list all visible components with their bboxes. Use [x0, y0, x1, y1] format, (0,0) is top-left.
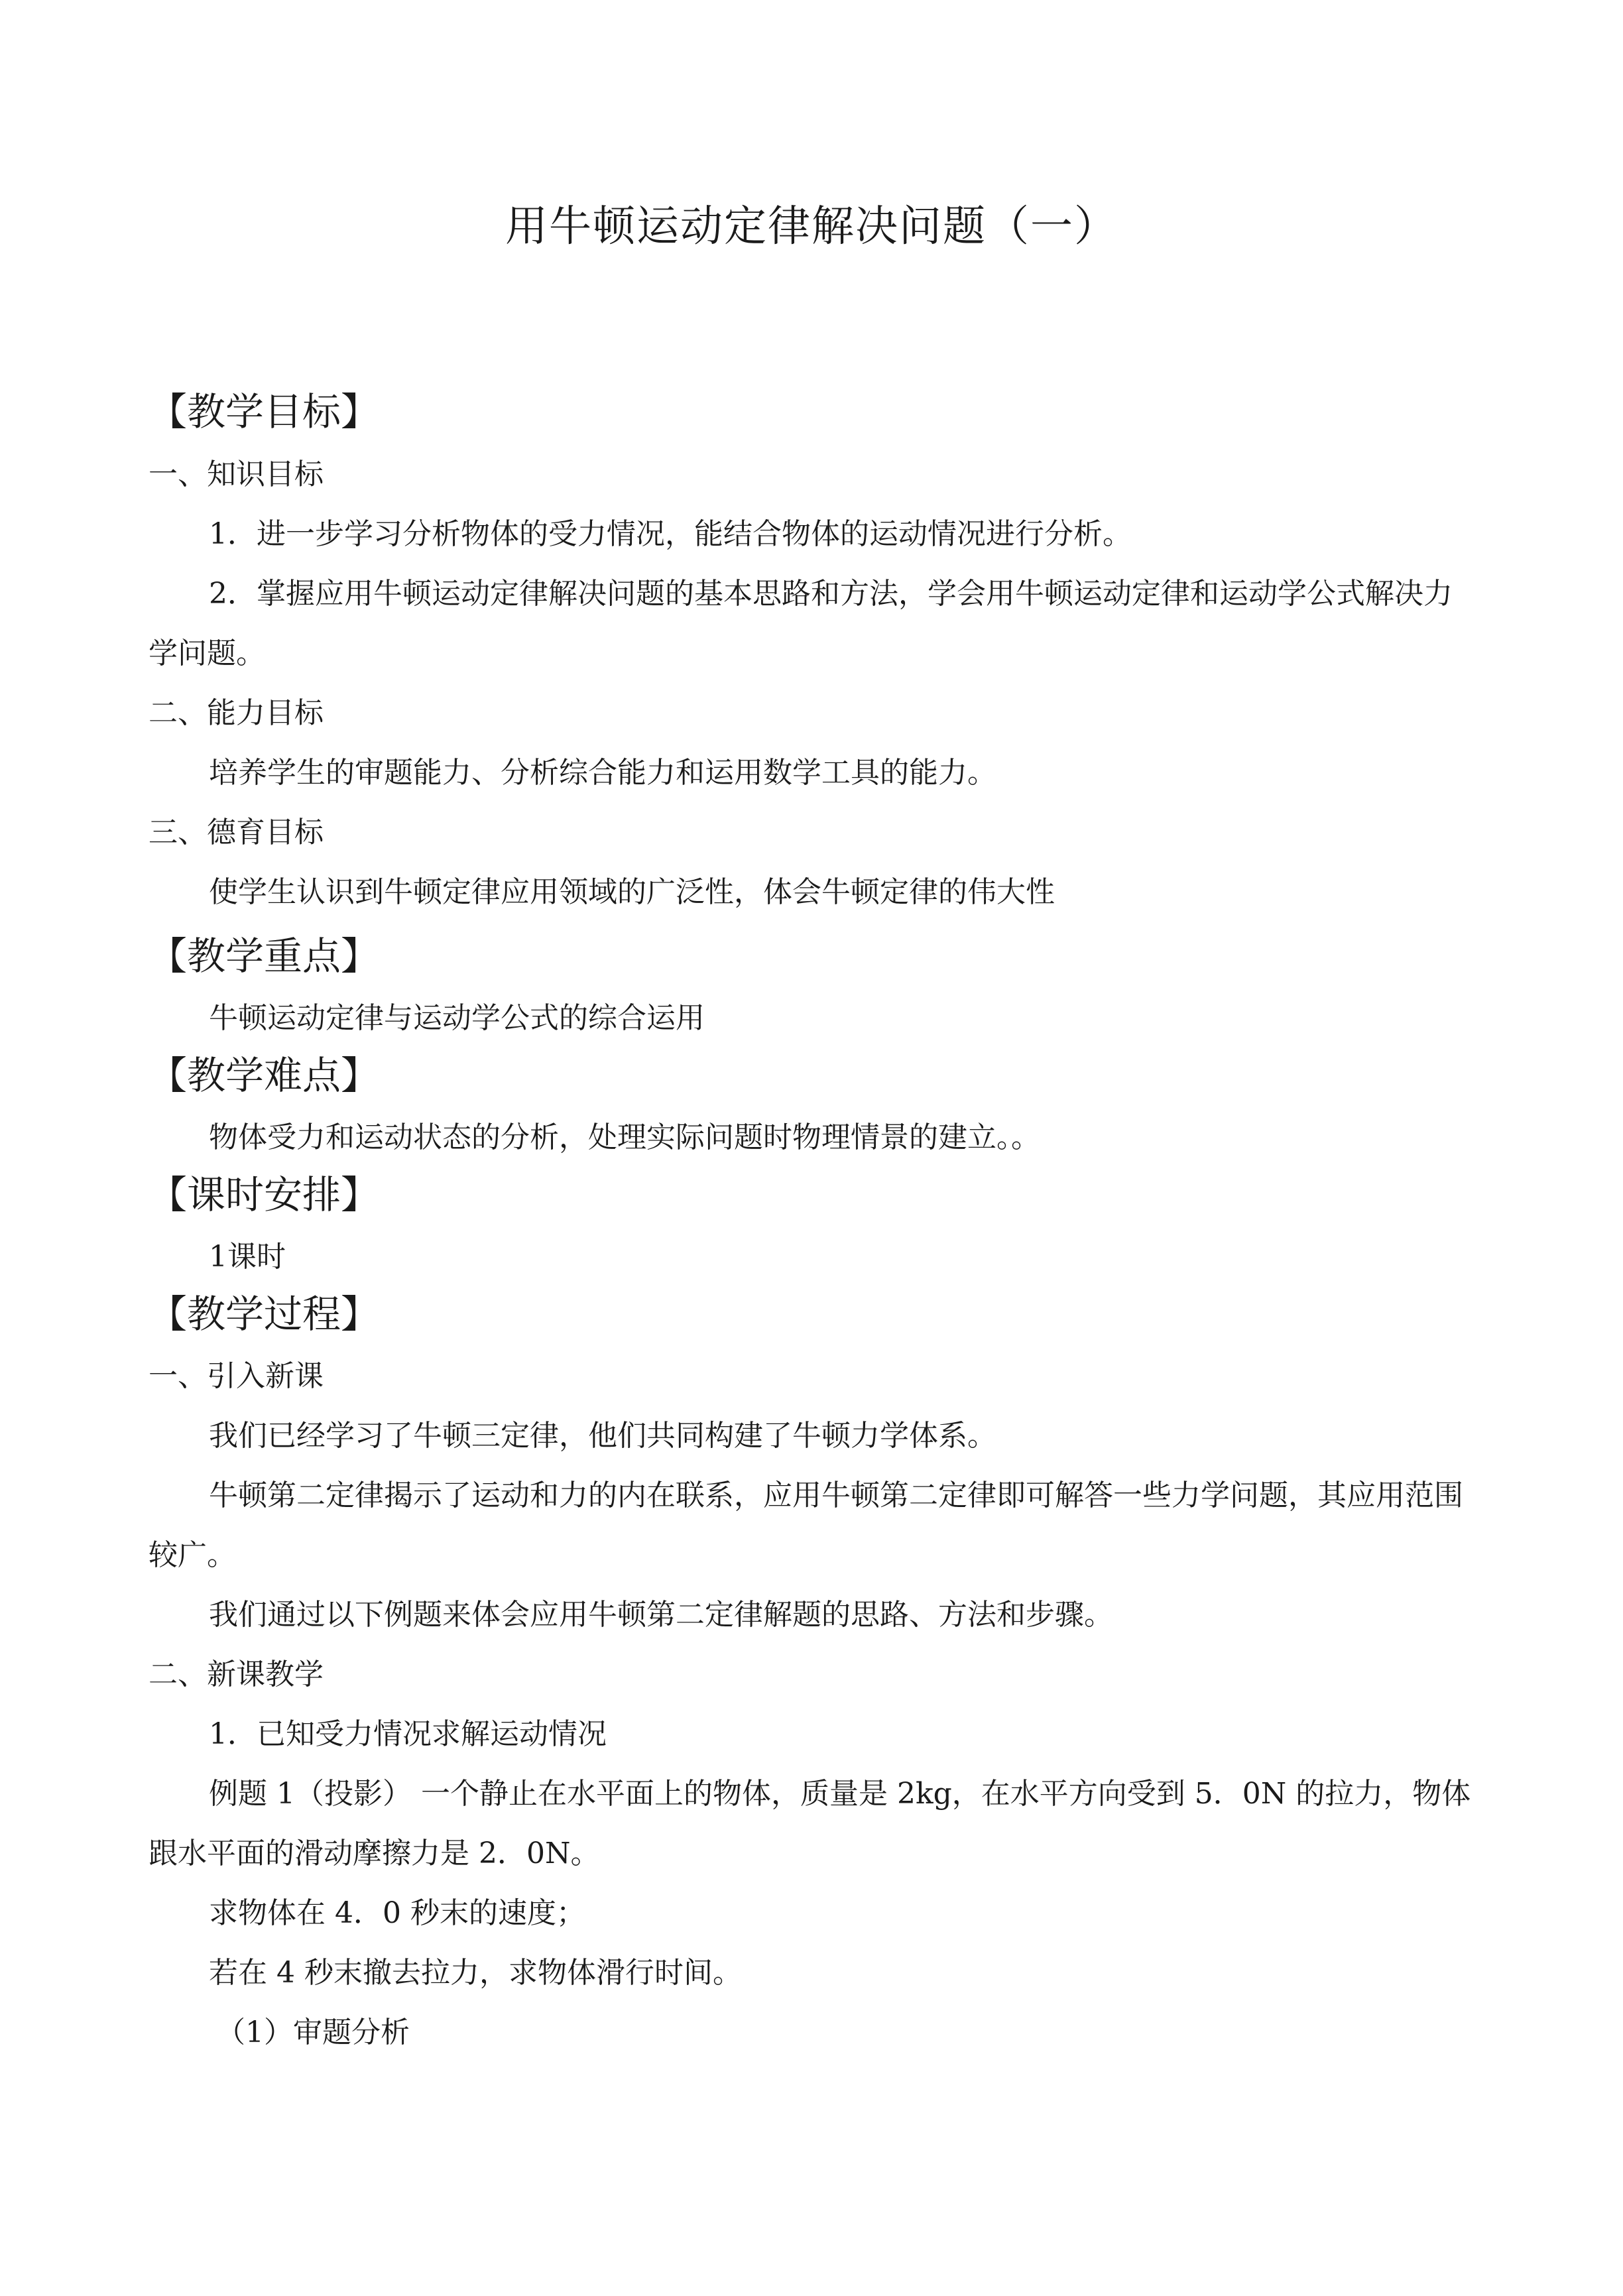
page-title: 用牛顿运动定律解决问题（一）	[505, 202, 1118, 251]
difficulty-text: 物体受力和运动状态的分析，处理实际问题时物理情景的建立。。	[209, 1120, 1040, 1154]
moral-heading: 三、德育目标	[149, 816, 324, 849]
schedule-text: 1课时	[209, 1240, 286, 1274]
schedule-heading: 【课时安排】	[149, 1172, 380, 1217]
knowledge-item-1: 1．进一步学习分析物体的受力情况，能结合物体的运动情况进行分析。	[209, 517, 1132, 551]
ability-heading: 二、能力目标	[149, 696, 324, 730]
intro-paragraph-3: 我们通过以下例题来体会应用牛顿第二定律解题的思路、方法和步骤。	[209, 1598, 1113, 1632]
ability-text: 培养学生的审题能力、分析综合能力和运用数学工具的能力。	[209, 756, 996, 790]
new-lesson-heading: 二、新课教学	[149, 1658, 324, 1691]
question-2: 若在 4 秒末撤去拉力，求物体滑行时间。	[209, 1956, 742, 1990]
intro-heading: 一、引入新课	[149, 1359, 324, 1393]
process-heading: 【教学过程】	[149, 1292, 380, 1337]
objectives-heading: 【教学目标】	[149, 389, 380, 434]
difficulty-heading: 【教学难点】	[149, 1053, 380, 1098]
example-1: 例题 1（投影） 一个静止在水平面上的物体，质量是 2kg，在水平方向受到 5．0N 的拉力，物体跟水平面的滑动摩擦力是 2．0N。	[149, 1777, 1471, 1870]
question-1: 求物体在 4．0 秒末的速度；	[209, 1896, 585, 1930]
intro-paragraph-2: 牛顿第二定律揭示了运动和力的内在联系，应用牛顿第二定律即可解答一些力学问题，其应用范围较广。	[149, 1479, 1463, 1572]
new-lesson-item-1: 1．已知受力情况求解运动情况	[209, 1717, 607, 1751]
intro-paragraph-1: 我们已经学习了牛顿三定律，他们共同构建了牛顿力学体系。	[209, 1419, 996, 1453]
moral-text: 使学生认识到牛顿定律应用领域的广泛性，体会牛顿定律的伟大性	[209, 875, 1055, 909]
keypoint-heading: 【教学重点】	[149, 934, 380, 979]
analysis-heading: （1）审题分析	[216, 2016, 410, 2049]
keypoint-text: 牛顿运动定律与运动学公式的综合运用	[209, 1001, 705, 1035]
knowledge-item-2: 2．掌握应用牛顿运动定律解决问题的基本思路和方法，学会用牛顿运动定律和运动学公式解决力学问题。	[149, 577, 1453, 670]
knowledge-heading: 一、知识目标	[149, 457, 324, 491]
